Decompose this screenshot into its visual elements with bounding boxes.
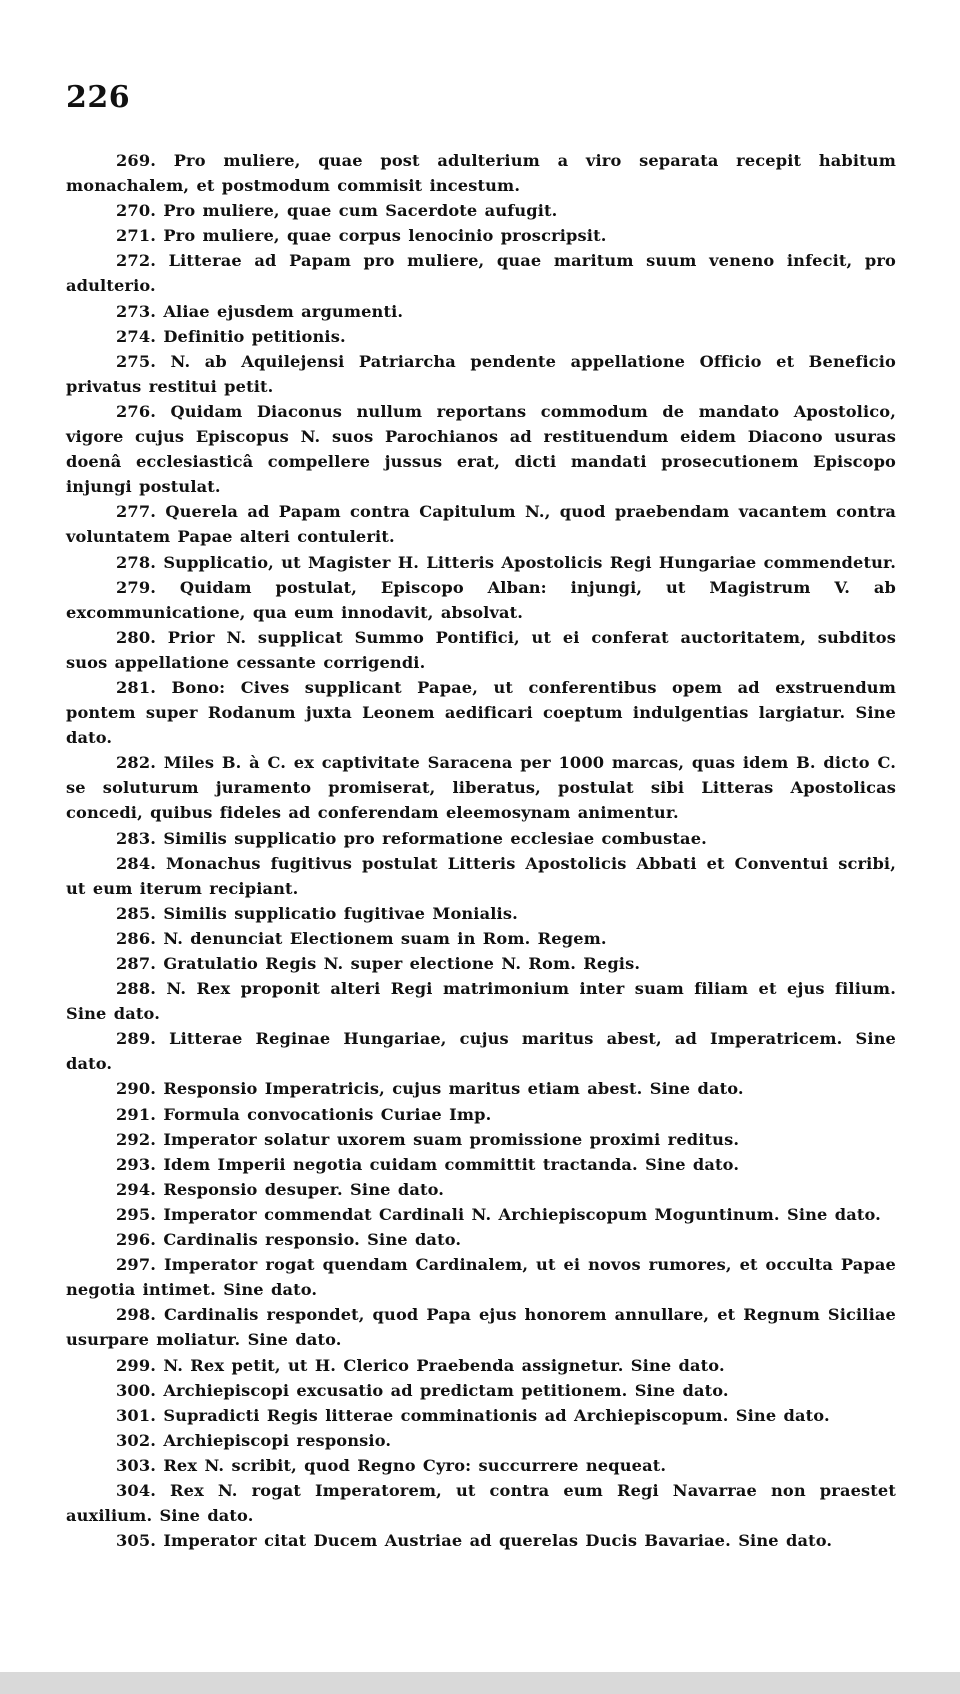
entry-text: N. denunciat Electionem suam in Rom. Regem. xyxy=(163,928,607,948)
list-item xyxy=(66,1353,896,1378)
list-item xyxy=(66,926,896,951)
entry-number: 281. xyxy=(116,677,157,697)
entry-number: 292. xyxy=(116,1129,157,1149)
list-item xyxy=(66,851,896,901)
list-item xyxy=(66,1428,896,1453)
list-item xyxy=(66,750,896,825)
entry-list xyxy=(66,148,896,1553)
list-item xyxy=(66,675,896,750)
entry-number: 302. xyxy=(116,1430,157,1450)
entry-text: Rex N. scribit, quod Regno Cyro: succurrere nequeat. xyxy=(163,1455,667,1475)
entry-number: 290. xyxy=(116,1079,157,1099)
entry-text: Responsio desuper. Sine dato. xyxy=(163,1179,445,1199)
list-item xyxy=(66,299,896,324)
entry-number: 296. xyxy=(116,1230,157,1250)
entry-number: 278. xyxy=(116,552,157,572)
entry-text: Imperator commendat Cardinali N. Archiepiscopum Moguntinum. Sine dato. xyxy=(163,1204,881,1224)
entry-number: 299. xyxy=(116,1355,157,1375)
entry-number: 304. xyxy=(116,1480,157,1500)
entry-number: 297. xyxy=(116,1255,157,1275)
entry-text: Pro muliere, quae corpus lenocinio proscripsit. xyxy=(163,226,607,246)
list-item xyxy=(66,1127,896,1152)
entry-number: 279. xyxy=(116,577,157,597)
entry-number: 300. xyxy=(116,1380,157,1400)
entry-text: Definitio petitionis. xyxy=(163,326,346,346)
entry-text: Idem Imperii negotia cuidam committit tractanda. Sine dato. xyxy=(163,1154,740,1174)
list-item xyxy=(66,1403,896,1428)
entry-text: N. ab Aquilejensi Patriarcha pendente appellatione Officio et Beneficio privatus restitui petit. xyxy=(66,351,896,396)
list-item xyxy=(66,1076,896,1101)
entry-text: Formula convocationis Curiae Imp. xyxy=(163,1104,492,1124)
entry-number: 298. xyxy=(116,1305,157,1325)
list-item xyxy=(66,1227,896,1252)
entry-number: 282. xyxy=(116,753,157,773)
page-number: 226 xyxy=(66,80,131,115)
list-item xyxy=(66,1252,896,1302)
entry-text: Bono: Cives supplicant Papae, ut conferentibus opem ad exstruendum pontem super Rodanum juxta Leonem aedificari coeptum indulgentias largiatur. Sine dato. xyxy=(66,677,896,748)
entry-text: N. Rex petit, ut H. Clerico Praebenda assignetur. Sine dato. xyxy=(163,1355,725,1375)
entry-text: Cardinalis responsio. Sine dato. xyxy=(163,1230,462,1250)
entry-number: 271. xyxy=(116,226,157,246)
entry-number: 305. xyxy=(116,1531,157,1551)
list-item xyxy=(66,1202,896,1227)
entry-text: Archiepiscopi excusatio ad predictam petitionem. Sine dato. xyxy=(163,1380,729,1400)
entry-text: Rex N. rogat Imperatorem, ut contra eum Regi Navarrae non praestet auxilium. Sine dato. xyxy=(66,1480,896,1526)
entry-text: Gratulatio Regis N. super electione N. Rom. Regis. xyxy=(163,954,641,973)
entry-text: Supradicti Regis litterae comminationis ad Archiepiscopum. Sine dato. xyxy=(163,1405,830,1425)
entry-text: Imperator solatur uxorem suam promissione proximi reditus. xyxy=(163,1129,740,1149)
list-item xyxy=(66,223,896,248)
list-item xyxy=(66,1152,896,1177)
list-item xyxy=(66,901,896,926)
list-item xyxy=(66,976,896,1026)
entry-text: Archiepiscopi responsio. xyxy=(163,1430,392,1450)
entry-text: Litterae Reginae Hungariae, cujus maritus abest, ad Imperatricem. Sine dato. xyxy=(66,1029,896,1074)
list-item xyxy=(66,399,896,499)
entry-text: Prior N. supplicat Summo Pontifici, ut ei conferat auctoritatem, subditos suos appellatione cessante corrigendi. xyxy=(66,627,896,672)
entry-text: Miles B. à C. ex captivitate Saracena per 1000 marcas, quas idem B. dicto C. se soluturum juramento promiserat, liberatus, postulat sibi Litteras Apostolicas concedi, quibus fideles ad conferendam eleemosynam animentur. xyxy=(66,753,896,823)
entry-number: 295. xyxy=(116,1204,157,1224)
entry-number: 285. xyxy=(116,903,157,923)
list-item xyxy=(66,349,896,399)
entry-number: 272. xyxy=(116,251,157,271)
entry-text: Querela ad Papam contra Capitulum N., quod praebendam vacantem contra voluntatem Papae alteri contulerit. xyxy=(66,502,896,547)
list-item xyxy=(66,148,896,198)
entry-text: Monachus fugitivus postulat Litteris Apostolicis Abbati et Conventui scribi, ut eum iterum recipiant. xyxy=(66,853,896,898)
entry-number: 273. xyxy=(116,301,157,321)
entry-number: 283. xyxy=(116,828,157,848)
entry-number: 284. xyxy=(116,853,157,873)
entry-number: 287. xyxy=(116,954,157,973)
entry-text: Imperator citat Ducem Austriae ad querelas Ducis Bavariae. Sine dato. xyxy=(163,1531,833,1551)
entry-number: 301. xyxy=(116,1405,157,1425)
entry-text: Supplicatio, ut Magister H. Litteris Apostolicis Regi Hungariae commendetur. xyxy=(163,552,896,572)
entry-text: Quidam postulat, Episcopo Alban: injungi, ut Magistrum V. ab excommunicatione, qua eum innodavit, absolvat. xyxy=(66,577,896,622)
list-item xyxy=(66,499,896,549)
entry-number: 275. xyxy=(116,351,157,371)
list-item xyxy=(66,1528,896,1553)
list-item xyxy=(66,248,896,298)
list-item xyxy=(66,826,896,851)
entry-number: 288. xyxy=(116,979,157,999)
list-item xyxy=(66,1177,896,1202)
list-item xyxy=(66,198,896,223)
list-item xyxy=(66,1102,896,1127)
entry-number: 269. xyxy=(116,151,157,170)
entry-text: Pro muliere, quae post adulterium a viro separata recepit habitum monachalem, et postmodum commisit incestum. xyxy=(66,151,896,196)
entry-number: 291. xyxy=(116,1104,157,1124)
entry-text: Aliae ejusdem argumenti. xyxy=(163,301,404,321)
entry-number: 286. xyxy=(116,928,157,948)
entry-number: 303. xyxy=(116,1455,157,1475)
entry-text: Cardinalis respondet, quod Papa ejus honorem annullare, et Regnum Siciliae usurpare moliatur. Sine dato. xyxy=(66,1305,896,1350)
entry-number: 289. xyxy=(116,1029,157,1049)
entry-text: Responsio Imperatricis, cujus maritus etiam abest. Sine dato. xyxy=(163,1079,744,1099)
list-item xyxy=(66,951,896,976)
entry-number: 274. xyxy=(116,326,157,346)
entry-text: N. Rex proponit alteri Regi matrimonium inter suam filiam et ejus filium. Sine dato. xyxy=(66,979,896,1024)
list-item xyxy=(66,625,896,675)
entry-text: Pro muliere, quae cum Sacerdote aufugit. xyxy=(163,201,558,221)
list-item xyxy=(66,1378,896,1403)
list-item xyxy=(66,1453,896,1478)
entry-number: 280. xyxy=(116,627,157,647)
entry-text: Litterae ad Papam pro muliere, quae maritum suum veneno infecit, pro adulterio. xyxy=(66,251,896,296)
entry-number: 276. xyxy=(116,401,157,421)
list-item xyxy=(66,575,896,625)
entry-text: Similis supplicatio fugitivae Monialis. xyxy=(163,903,518,923)
entry-text: Imperator rogat quendam Cardinalem, ut ei novos rumores, et occulta Papae negotia intimet. Sine dato. xyxy=(66,1255,896,1300)
list-item xyxy=(66,1478,896,1528)
list-item xyxy=(66,550,896,575)
entry-text: Quidam Diaconus nullum reportans commodum de mandato Apostolico, vigore cujus Episcopus N. suos Parochianos ad restituendum eidem Diacono usuras doenâ ecclesiasticâ compellere jussus erat, dicti mandati prosecutionem Episcopo injungi postulat. xyxy=(66,401,896,497)
list-item xyxy=(66,1302,896,1352)
entry-text: Similis supplicatio pro reformatione ecclesiae combustae. xyxy=(163,828,707,848)
list-item xyxy=(66,1026,896,1076)
entry-number: 294. xyxy=(116,1179,157,1199)
entry-number: 270. xyxy=(116,201,157,221)
scan-edge xyxy=(0,1672,960,1694)
entry-number: 293. xyxy=(116,1154,157,1174)
list-item xyxy=(66,324,896,349)
entry-number: 277. xyxy=(116,502,157,522)
